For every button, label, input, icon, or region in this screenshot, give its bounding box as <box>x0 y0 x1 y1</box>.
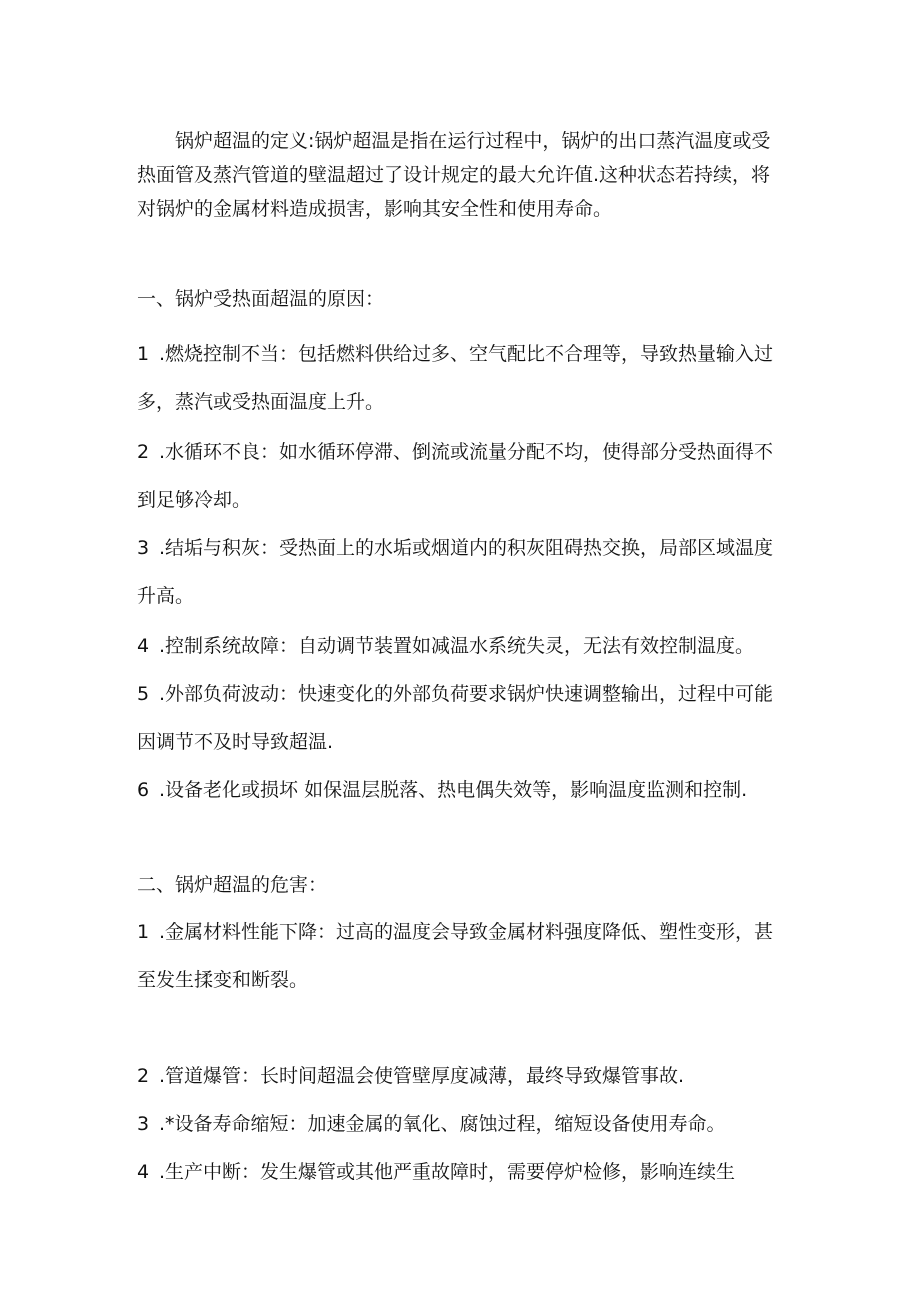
section-2-heading: 二、锅炉超温的危害： <box>137 874 328 896</box>
item-number: 3 <box>137 537 150 559</box>
item-number: 2 <box>137 1065 150 1087</box>
item-text: .*设备寿命缩短：加速金属的氧化、腐蚀过程，缩短设备使用寿命。 <box>159 1113 726 1135</box>
item-text: .生产中断：发生爆管或其他严重故障时，需要停炉检修，影响连续生 <box>159 1161 736 1183</box>
item-number: 4 <box>137 635 150 657</box>
section-2-item-3 <box>137 1100 787 1148</box>
item-text: .水循环不良：如水循环停滞、倒流或流量分配不均，使得部分受热面得不到足够冷却。 <box>137 441 774 511</box>
item-text: .控制系统故障：自动调节装置如减温水系统失灵，无法有效控制温度。 <box>159 635 755 657</box>
section-1-item-6 <box>137 766 787 814</box>
item-number: 1 <box>137 343 150 365</box>
section-1-item-5 <box>137 670 787 766</box>
item-text: .金属材料性能下降：过高的温度会导致金属材料强度降低、塑性变形，甚至发生揉变和断裂。 <box>137 921 774 991</box>
item-text: .燃烧控制不当：包括燃料供给过多、空气配比不合理等，导致热量输入过多，蒸汽或受热面温度上升。 <box>137 343 774 413</box>
section-1-item-4 <box>137 622 787 670</box>
item-text: .设备老化或损坏 如保温层脱落、热电偶失效等，影响温度监测和控制. <box>159 779 748 801</box>
item-number: 1 <box>137 921 150 943</box>
item-number: 5 <box>137 683 150 705</box>
item-text: .管道爆管：长时间超温会使管壁厚度减薄，最终导致爆管事故. <box>159 1065 685 1087</box>
section-2-item-1 <box>137 908 787 1004</box>
section-2-item-4 <box>137 1148 787 1196</box>
intro-paragraph: 锅炉超温的定义:锅炉超温是指在运行过程中，锅炉的出口蒸汽温度或受热面管及蒸汽管道的壁温超过了设计规定的最大允许值.这种状态若持续，将对锅炉的金属材料造成损害，影响其安全性和使用寿命。 <box>137 130 771 220</box>
section-1-item-3 <box>137 524 787 620</box>
item-number: 6 <box>137 779 150 801</box>
section-1-heading: 一、锅炉受热面超温的原因： <box>137 288 385 310</box>
item-text: .结垢与积灰：受热面上的水垢或烟道内的积灰阻碍热交换，局部区域温度升高。 <box>137 537 774 607</box>
section-2-item-2 <box>137 1052 787 1100</box>
item-text: .外部负荷波动：快速变化的外部负荷要求锅炉快速调整输出，过程中可能因调节不及时导致超温. <box>137 683 774 753</box>
item-number: 3 <box>137 1113 150 1135</box>
section-1-item-2 <box>137 428 787 524</box>
section-1-item-1 <box>137 330 787 426</box>
item-number: 2 <box>137 441 150 463</box>
item-number: 4 <box>137 1161 150 1183</box>
